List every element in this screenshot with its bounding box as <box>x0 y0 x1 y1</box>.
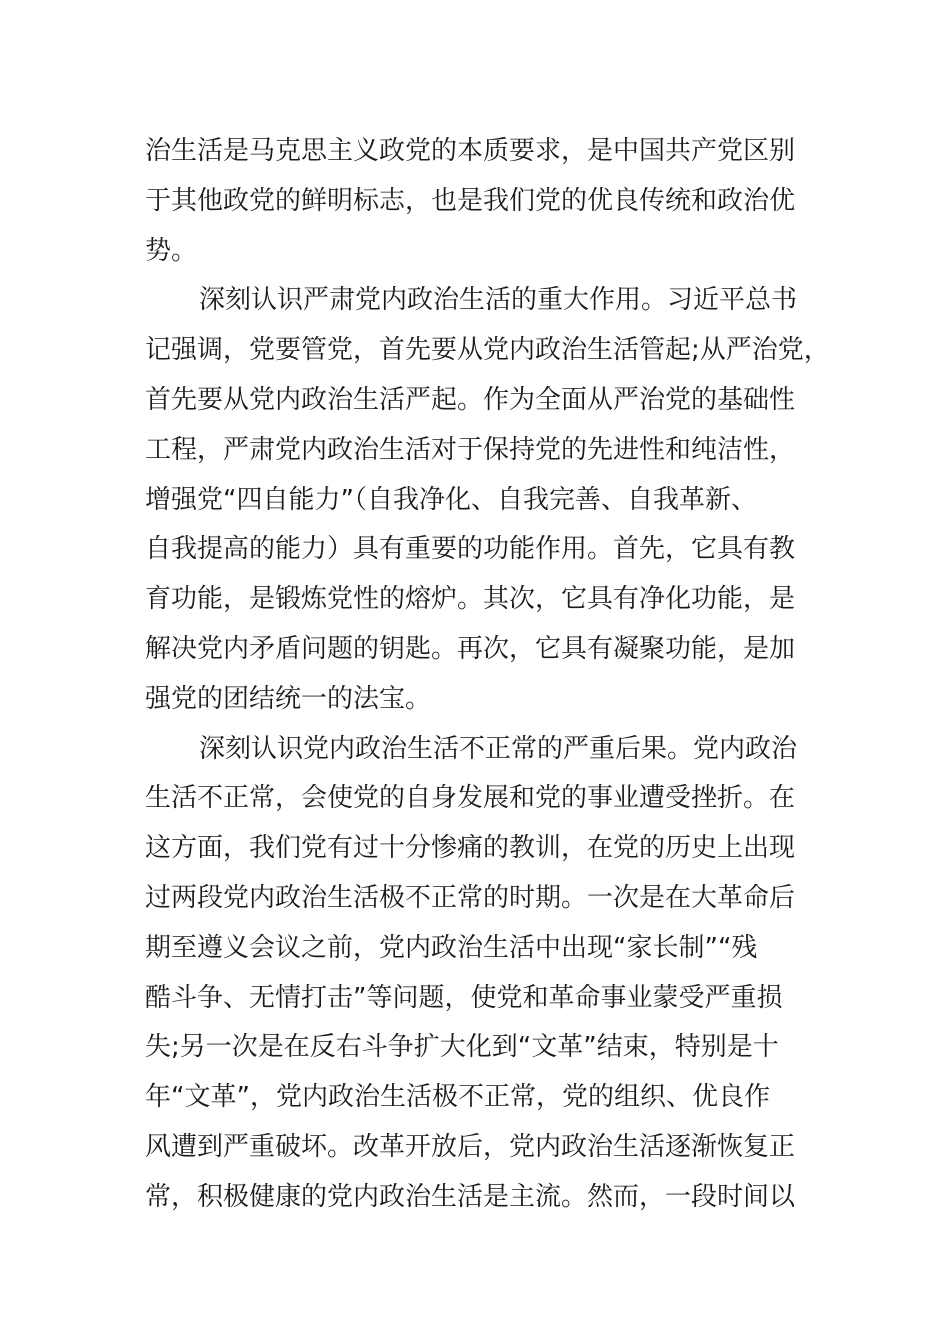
text-line: 首先要从党内政治生活严起。作为全面从严治党的基础性 <box>145 384 796 415</box>
text-line: 期至遵义会议之前，党内政治生活中出现“家长制”“残 <box>145 932 758 963</box>
text-line: 势。 <box>145 235 198 266</box>
body-text <box>145 127 830 1223</box>
text-line: 记强调，党要管党，首先要从党内政治生活管起;从严治党， <box>145 335 830 366</box>
paragraph-first-line: 深刻认识严肃党内政治生活的重大作用。习近平总书 <box>199 285 798 316</box>
text-line: 解决党内矛盾问题的钥匙。再次，它具有凝聚功能，是加 <box>145 633 796 664</box>
text-line: 治生活是马克思主义政党的本质要求，是中国共产党区别 <box>145 136 796 166</box>
text-line: 生活不正常，会使党的自身发展和党的事业遭受挫折。在 <box>145 783 796 814</box>
text-line: 自我提高的能力）具有重要的功能作用。首先，它具有教 <box>145 534 796 565</box>
text-line: 酷斗争、无情打击”等问题，使党和革命事业蒙受严重损 <box>145 982 783 1013</box>
paragraph-first-line: 深刻认识党内政治生活不正常的严重后果。党内政治 <box>199 733 798 764</box>
text-line: 强党的团结统一的法宝。 <box>145 683 432 714</box>
text-line: 风遭到严重破坏。改革开放后，党内政治生活逐渐恢复正 <box>145 1131 796 1162</box>
text-line: 失;另一次是在反右斗争扩大化到“文革”结束，特别是十 <box>145 1032 779 1063</box>
text-line: 增强党“四自能力”（自我净化、自我完善、自我革新、 <box>145 484 757 515</box>
text-line: 育功能，是锻炼党性的熔炉。其次，它具有净化功能，是 <box>145 584 796 615</box>
text-line: 这方面，我们党有过十分惨痛的教训，在党的历史上出现 <box>145 833 796 864</box>
text-line: 年“文革”，党内政治生活极不正常，党的组织、优良作 <box>145 1082 770 1113</box>
text-line: 常，积极健康的党内政治生活是主流。然而，一段时间以 <box>145 1181 796 1212</box>
text-line: 工程，严肃党内政治生活对于保持党的先进性和纯洁性， <box>145 434 796 465</box>
text-line: 于其他政党的鲜明标志，也是我们党的优良传统和政治优 <box>145 185 796 216</box>
text-line: 过两段党内政治生活极不正常的时期。一次是在大革命后 <box>145 882 796 913</box>
